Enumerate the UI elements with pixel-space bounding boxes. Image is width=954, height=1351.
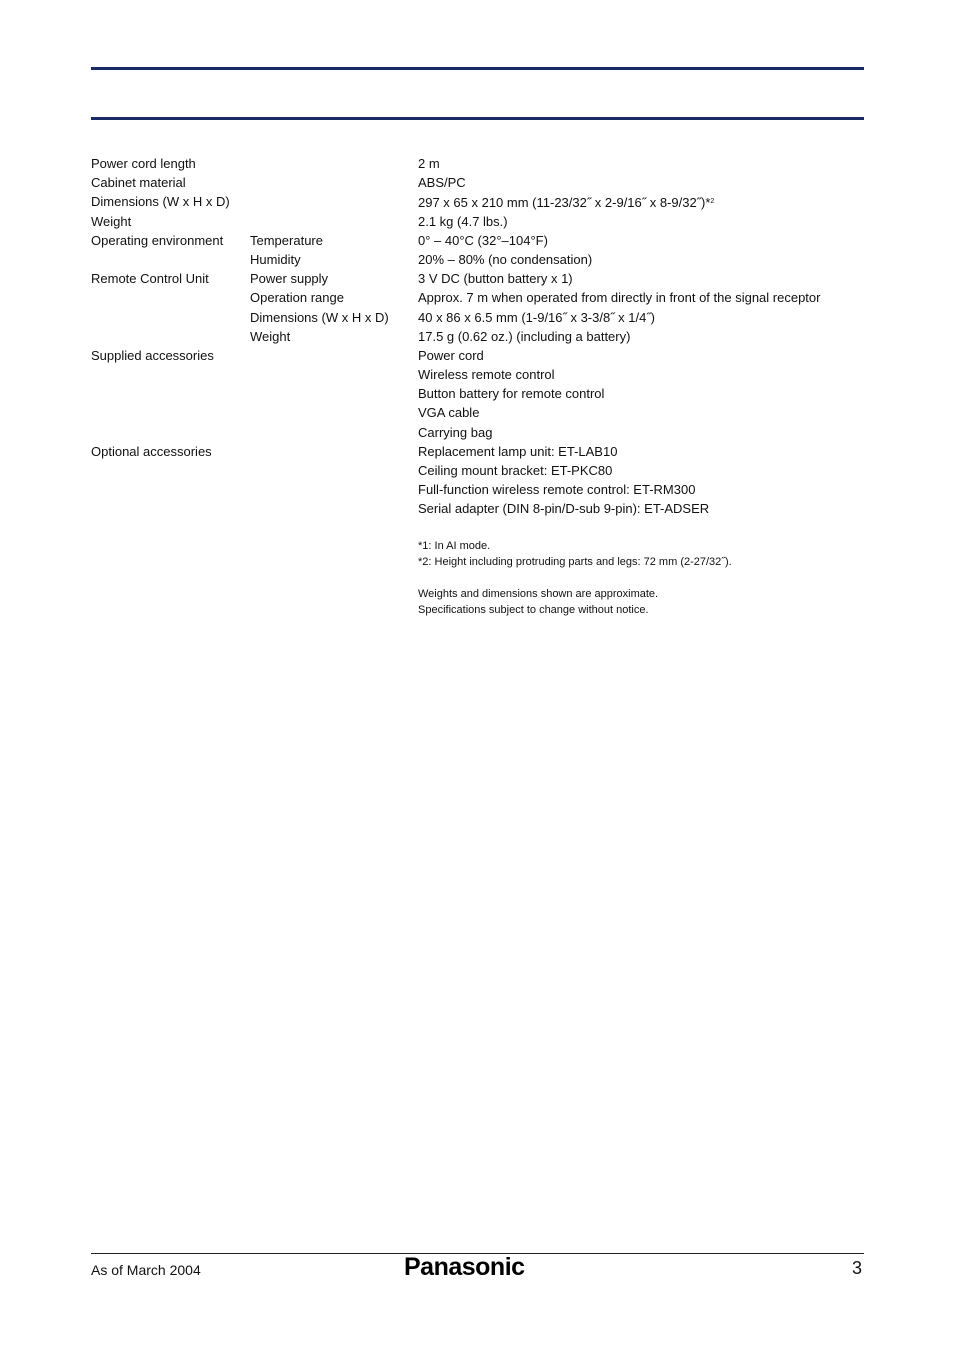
spec-value-text: Carrying bag	[418, 424, 493, 440]
header-rule-top	[91, 67, 864, 70]
spec-value	[418, 346, 484, 365]
spec-value-text: Approx. 7 m when operated from directly in front of the signal receptor	[418, 290, 821, 306]
spec-value-text: VGA cable	[418, 405, 480, 421]
spec-value-text: 20% – 80% (no condensation)	[418, 251, 593, 267]
spec-sublabel: Power supply	[250, 271, 329, 287]
spec-sublabel: Dimensions (W x H x D)	[250, 309, 389, 325]
page-number: 3	[852, 1258, 863, 1278]
spec-value	[418, 499, 709, 518]
spec-value	[418, 442, 617, 461]
spec-row	[91, 154, 864, 173]
spec-value	[418, 269, 573, 288]
spec-label: Dimensions (W x H x D)	[91, 194, 230, 210]
spec-sublabel: Operation range	[250, 290, 344, 306]
spec-row	[91, 442, 864, 461]
header-rule-bottom	[91, 117, 864, 120]
spec-row	[91, 288, 864, 307]
spec-value	[418, 250, 592, 269]
spec-row	[91, 365, 864, 384]
footnotes	[418, 538, 732, 570]
spec-table	[91, 154, 864, 519]
spec-value-text: 40 x 86 x 6.5 mm (1-9/16˝ x 3-3/8˝ x 1/4˝)	[418, 309, 655, 325]
panasonic-logo: Panasonic	[404, 1253, 525, 1281]
spec-row	[91, 269, 864, 288]
spec-value-text: Serial adapter (DIN 8-pin/D-sub 9-pin): ET-ADSER	[418, 501, 710, 517]
spec-label: Weight	[91, 213, 132, 229]
spec-row	[91, 212, 864, 231]
spec-row	[91, 192, 864, 211]
footnote-marker: 2	[710, 198, 715, 206]
spec-value-text: 3 V DC (button battery x 1)	[418, 271, 573, 287]
spec-value-text: 0° – 40°C (32°–104°F)	[418, 232, 548, 248]
disclaimer-line-2: Specifications subject to change without notice.	[418, 604, 649, 616]
spec-row	[91, 423, 864, 442]
spec-sublabel: Humidity	[250, 251, 301, 267]
spec-label: Cabinet material	[91, 175, 186, 191]
spec-value	[418, 231, 548, 250]
spec-value	[418, 403, 479, 422]
spec-value	[418, 480, 695, 499]
spec-row	[91, 499, 864, 518]
spec-label: Operating environment	[91, 232, 224, 248]
spec-row	[91, 173, 864, 192]
spec-value-text: Button battery for remote control	[418, 386, 605, 402]
spec-label: Supplied accessories	[91, 347, 214, 363]
spec-sublabel: Weight	[250, 328, 291, 344]
spec-value	[418, 173, 466, 192]
spec-value-text: ABS/PC	[418, 175, 466, 191]
spec-value-text: 17.5 g (0.62 oz.) (including a battery)	[418, 328, 631, 344]
spec-label: Power cord length	[91, 156, 196, 171]
footnote-1: *1: In AI mode.	[418, 540, 491, 552]
spec-label: Optional accessories	[91, 443, 212, 459]
spec-value	[418, 192, 714, 212]
spec-value-text: 2.1 kg (4.7 lbs.)	[418, 213, 508, 229]
spec-value-text: 297 x 65 x 210 mm (11-23/32˝ x 2-9/16˝ x 8-9/32˝)*	[418, 195, 711, 211]
spec-label: Remote Control Unit	[91, 271, 209, 287]
spec-value-text: Power cord	[418, 347, 484, 363]
spec-value-text: Ceiling mount bracket: ET-PKC80	[418, 463, 613, 478]
spec-row	[91, 480, 864, 499]
disclaimer-line-1: Weights and dimensions shown are approximate.	[418, 588, 659, 600]
spec-value	[418, 365, 555, 384]
spec-value	[418, 288, 820, 307]
spec-row	[91, 308, 864, 327]
spec-value	[418, 423, 492, 442]
footnote-2: *2: Height including protruding parts and legs: 72 mm (2-27/32˝).	[418, 556, 732, 568]
spec-value	[418, 154, 440, 173]
spec-value-text: 2 m	[418, 156, 440, 171]
spec-row	[91, 403, 864, 422]
spec-row	[91, 231, 864, 250]
spec-value-text: Replacement lamp unit: ET-LAB10	[418, 443, 618, 459]
spec-row	[91, 461, 864, 480]
spec-value-text: Wireless remote control	[418, 367, 555, 383]
spec-value-text: Full-function wireless remote control: ET-RM300	[418, 482, 696, 498]
spec-row	[91, 250, 864, 269]
footer-date: As of March 2004	[91, 1262, 201, 1278]
spec-value	[418, 461, 612, 480]
spec-value	[418, 327, 630, 346]
disclaimer	[418, 586, 658, 618]
spec-sublabel: Temperature	[250, 232, 323, 248]
spec-value	[418, 308, 655, 327]
spec-row	[91, 384, 864, 403]
spec-row	[91, 327, 864, 346]
spec-value	[418, 384, 604, 403]
spec-value	[418, 212, 508, 231]
spec-row	[91, 346, 864, 365]
